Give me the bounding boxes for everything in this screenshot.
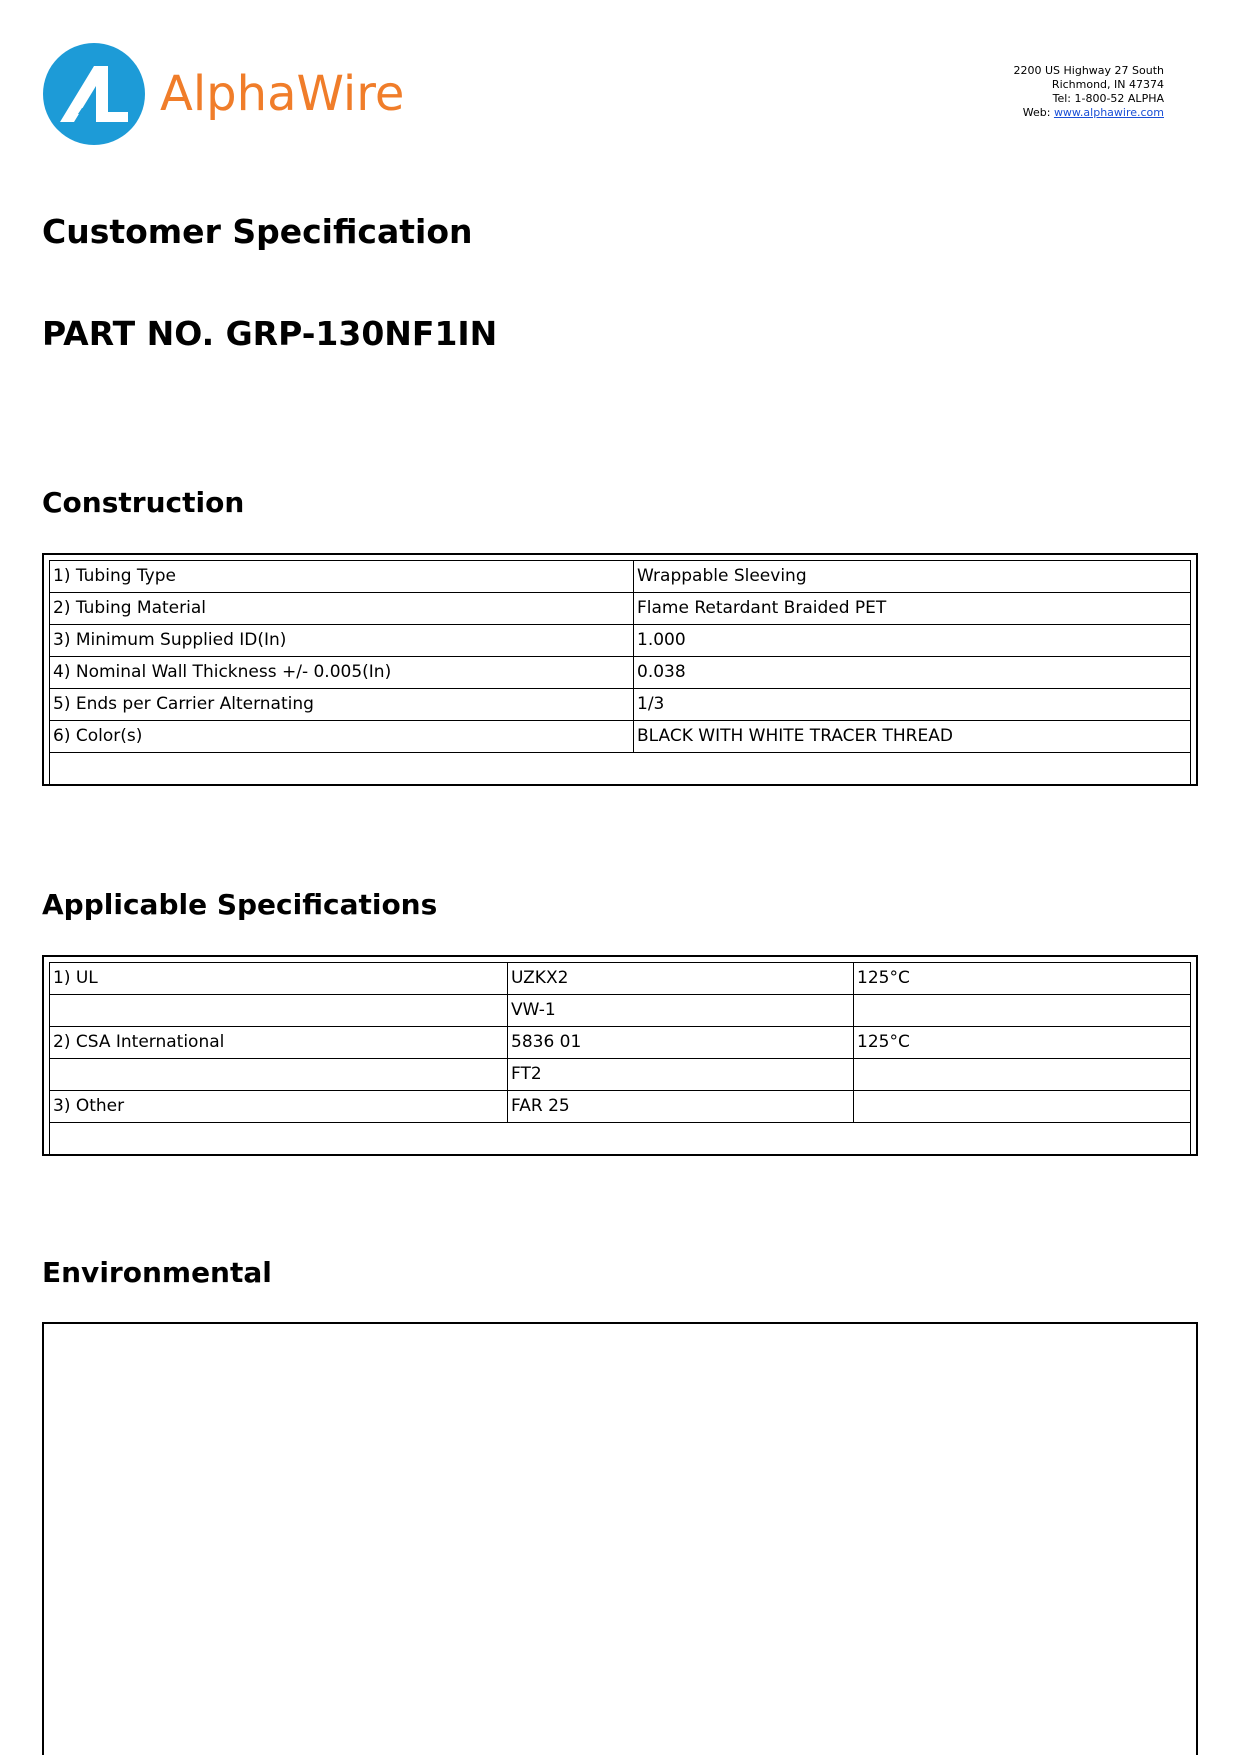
table-row	[50, 1059, 1191, 1091]
alphawire-logo	[42, 42, 442, 148]
company-address	[1013, 64, 1164, 120]
table-cell-empty	[50, 1123, 1191, 1155]
table-cell: 2) Tubing Material	[50, 593, 634, 625]
table-cell: 1.000	[634, 625, 1191, 657]
table-row	[50, 625, 1191, 657]
table-row-empty	[50, 1123, 1191, 1155]
table-cell	[854, 995, 1191, 1027]
table-row	[50, 657, 1191, 689]
table-cell-empty	[50, 753, 1191, 785]
table-cell	[854, 1059, 1191, 1091]
table-cell: 5836 01	[508, 1027, 854, 1059]
website-link[interactable]: www.alphawire.com	[1053, 106, 1164, 119]
table-cell: FAR 25	[508, 1091, 854, 1123]
table-row	[50, 561, 1191, 593]
table-cell: 3) Minimum Supplied ID(In)	[50, 625, 634, 657]
table-cell: 5) Ends per Carrier Alternating	[50, 689, 634, 721]
construction-table	[42, 553, 1198, 786]
address-street: 2200 US Highway 27 South	[1013, 64, 1164, 77]
table-cell: Wrappable Sleeving	[634, 561, 1191, 593]
table-cell: 1/3	[634, 689, 1191, 721]
environmental-table	[42, 1322, 1198, 1755]
table-cell: VW-1	[508, 995, 854, 1027]
table-cell: 2) CSA International	[50, 1027, 508, 1059]
table-cell: UZKX2	[508, 963, 854, 995]
address-city: Richmond, IN 47374	[1051, 78, 1164, 91]
table-cell	[854, 1091, 1191, 1123]
page-title: Customer Specification	[42, 212, 473, 251]
table-row-empty	[50, 753, 1191, 785]
table-cell	[50, 1059, 508, 1091]
alphawire-logo-icon	[42, 42, 146, 146]
table-cell	[50, 995, 508, 1027]
table-cell: 1) Tubing Type	[50, 561, 634, 593]
table-cell: 0.038	[634, 657, 1191, 689]
table-row	[50, 1091, 1191, 1123]
table-cell: 1) UL	[50, 963, 508, 995]
table-cell: FT2	[508, 1059, 854, 1091]
table-cell: 6) Color(s)	[50, 721, 634, 753]
table-row	[50, 721, 1191, 753]
environmental-heading: Environmental	[42, 1256, 272, 1289]
table-row	[50, 689, 1191, 721]
table-cell: Flame Retardant Braided PET	[634, 593, 1191, 625]
web-label: Web:	[1022, 106, 1054, 119]
construction-heading: Construction	[42, 486, 245, 519]
table-row	[50, 593, 1191, 625]
table-row	[50, 1027, 1191, 1059]
brand-name: AlphaWire	[160, 66, 405, 122]
table-cell: 4) Nominal Wall Thickness +/- 0.005(In)	[50, 657, 634, 689]
specifications-table	[42, 955, 1198, 1156]
table-cell: BLACK WITH WHITE TRACER THREAD	[634, 721, 1191, 753]
table-row	[50, 963, 1191, 995]
table-cell: 125°C	[854, 963, 1191, 995]
address-web	[1013, 106, 1164, 120]
table-cell: 125°C	[854, 1027, 1191, 1059]
address-phone: Tel: 1-800-52 ALPHA	[1052, 92, 1164, 105]
specifications-heading: Applicable Specifications	[42, 888, 438, 921]
table-row	[50, 995, 1191, 1027]
part-number: PART NO. GRP-130NF1IN	[42, 314, 498, 353]
table-cell: 3) Other	[50, 1091, 508, 1123]
